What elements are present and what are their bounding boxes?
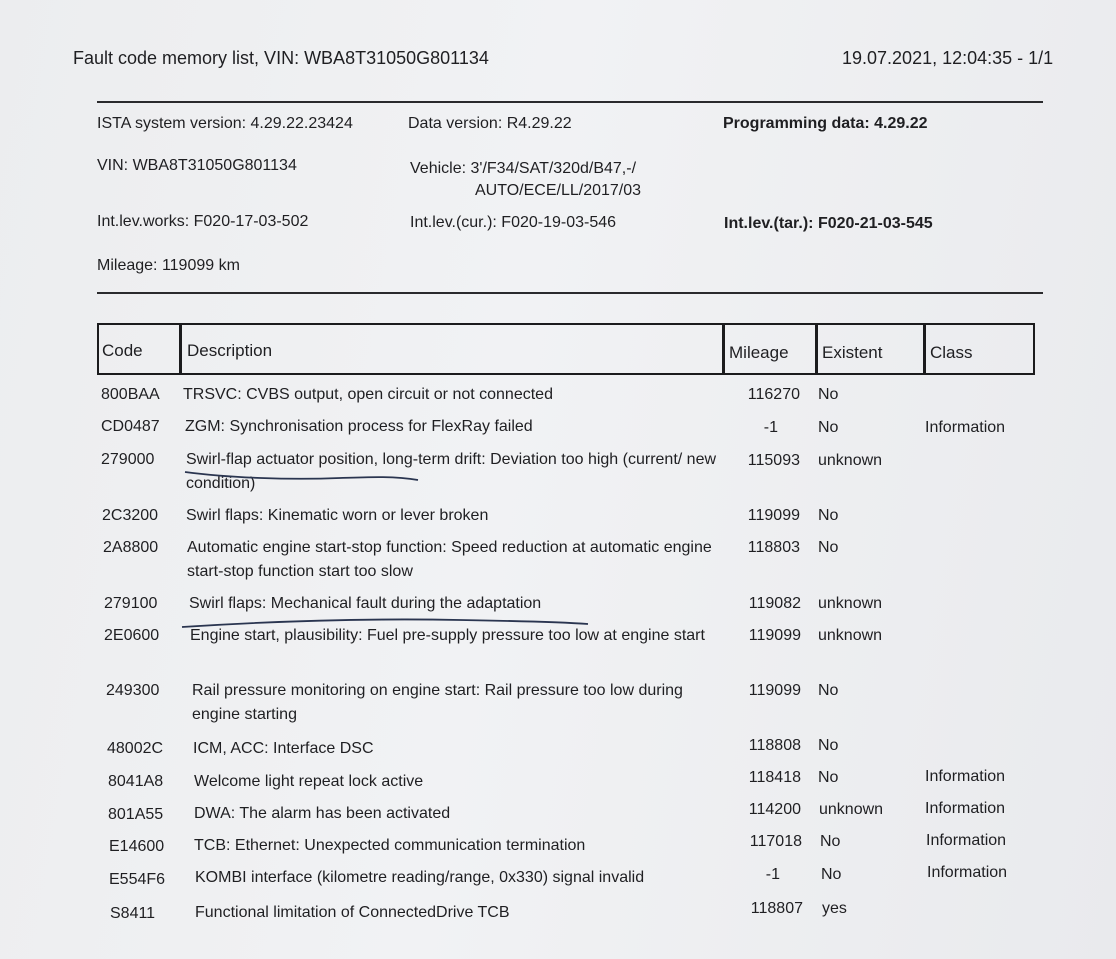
top-divider [97,101,1043,103]
works-value: F020-17-03-502 [193,213,309,230]
row-5-code: 279100 [104,595,158,612]
row-3-code: 2C3200 [102,507,159,524]
data-version [408,115,572,133]
header-divider [923,325,926,373]
row-5-mileage: 119082 [748,595,801,612]
row-2-existent: unknown [818,452,883,469]
row-12-code: E554F6 [109,871,166,888]
row-8-description: ICM, ACC: Interface DSC [193,740,374,757]
table-header [97,323,1035,375]
header-description: Description [187,341,273,360]
row-12-mileage: -1 [765,866,780,883]
row-1-description: ZGM: Synchronisation process for FlexRay failed [185,418,533,435]
vehicle-label: Vehicle: [410,160,467,177]
vehicle-line1: 3'/F34/SAT/320d/B47,-/ [470,160,637,177]
row-5-existent: unknown [818,595,883,612]
programming-label: Programming data: [723,115,870,132]
row-6-existent: unknown [818,627,883,644]
current-label: Int.lev.(cur.): [410,214,497,231]
row-4-mileage: 118803 [747,539,800,556]
row-9-existent: No [818,769,839,786]
row-4-existent: No [818,539,839,556]
row-0-existent: No [818,386,839,403]
row-1-class: Information [925,419,1006,436]
ista-version [97,115,353,133]
row-3-mileage: 119099 [747,507,800,524]
data-version-value: R4.29.22 [506,115,572,132]
int-level-current [410,214,616,232]
row-11-description: TCB: Ethernet: Unexpected communication termination [194,837,586,854]
row-6-description: Engine start, plausibility: Fuel pre-supply pressure too low at engine start [190,627,705,644]
int-level-works [97,213,308,231]
header-mileage: Mileage [729,343,789,362]
header-divider [815,325,818,373]
row-2-mileage: 115093 [747,452,800,469]
row-6-code: 2E0600 [104,627,160,644]
row-7-description: Rail pressure monitoring on engine start: Rail pressure too low during engine starting [192,682,683,723]
row-8-mileage: 118808 [748,737,801,754]
row-8-code: 48002C [107,740,164,757]
row-9-description: Welcome light repeat lock active [194,773,424,790]
row-2-description: Swirl-flap actuator position, long-term drift: Deviation too high (current/ new condition) [186,451,717,492]
mileage-label: Mileage: [97,257,158,274]
header-divider [722,325,725,373]
row-1-code: CD0487 [101,418,160,435]
row-1-existent: No [818,419,839,436]
row-12-existent: No [821,866,842,883]
info-divider [97,292,1043,294]
row-1-mileage: -1 [763,419,778,436]
row-11-existent: No [820,833,841,850]
row-7-mileage: 119099 [748,682,801,699]
report-datetime: 19.07.2021, 12:04:35 - 1/1 [842,48,1054,68]
row-11-code: E14600 [109,838,165,855]
header-existent: Existent [822,343,883,362]
row-2-code: 279000 [101,451,155,468]
works-label: Int.lev.works: [97,213,190,230]
row-5-description: Swirl flaps: Mechanical fault during the adaptation [189,595,542,612]
row-0-mileage: 116270 [747,386,800,403]
page-title: Fault code memory list, VIN: WBA8T31050G801134 [73,48,489,68]
vehicle-info [410,160,636,178]
mileage-value: 119099 km [161,257,240,274]
mileage-info [97,257,240,275]
row-9-mileage: 118418 [748,769,801,786]
programming-data [723,115,928,133]
row-13-code: S8411 [110,905,156,922]
ista-value: 4.29.22.23424 [250,115,353,132]
row-3-existent: No [818,507,839,524]
row-9-class: Information [925,768,1006,785]
row-7-existent: No [818,682,839,699]
header-class: Class [930,343,973,362]
row-10-code: 801A55 [108,806,164,823]
header-divider [179,325,182,373]
int-level-target [724,215,933,233]
row-10-existent: unknown [819,801,884,818]
row-0-code: 800BAA [101,386,160,403]
row-9-code: 8041A8 [108,773,164,790]
programming-value: 4.29.22 [874,115,928,132]
data-version-label: Data version: [408,115,503,132]
ista-label: ISTA system version: [97,115,247,132]
vin-value: WBA8T31050G801134 [132,157,297,174]
row-7-code: 249300 [106,682,160,699]
row-13-existent: yes [822,900,847,917]
target-value: F020-21-03-545 [817,215,933,232]
row-4-description: Automatic engine start-stop function: Speed reduction at automatic engine start-stop function start too slow [187,539,712,580]
row-11-mileage: 117018 [749,833,802,850]
vehicle-line2: AUTO/ECE/LL/2017/03 [475,182,642,199]
target-label: Int.lev.(tar.): [724,215,814,232]
row-10-description: DWA: The alarm has been activated [194,805,451,822]
header-code: Code [102,341,143,360]
vin-info [97,157,297,175]
row-13-description: Functional limitation of ConnectedDrive TCB [195,904,510,921]
row-13-mileage: 118807 [750,900,803,917]
row-10-class: Information [925,800,1006,817]
row-4-code: 2A8800 [103,539,159,556]
row-0-description: TRSVC: CVBS output, open circuit or not connected [183,386,553,403]
row-12-description: KOMBI interface (kilometre reading/range, 0x330) signal invalid [195,869,645,886]
row-11-class: Information [926,832,1007,849]
vin-label: VIN: [97,157,129,174]
current-value: F020-19-03-546 [501,214,617,231]
row-8-existent: No [818,737,839,754]
row-3-description: Swirl flaps: Kinematic worn or lever broken [186,507,489,524]
row-6-mileage: 119099 [748,627,801,644]
row-10-mileage: 114200 [748,801,801,818]
row-12-class: Information [927,864,1008,881]
